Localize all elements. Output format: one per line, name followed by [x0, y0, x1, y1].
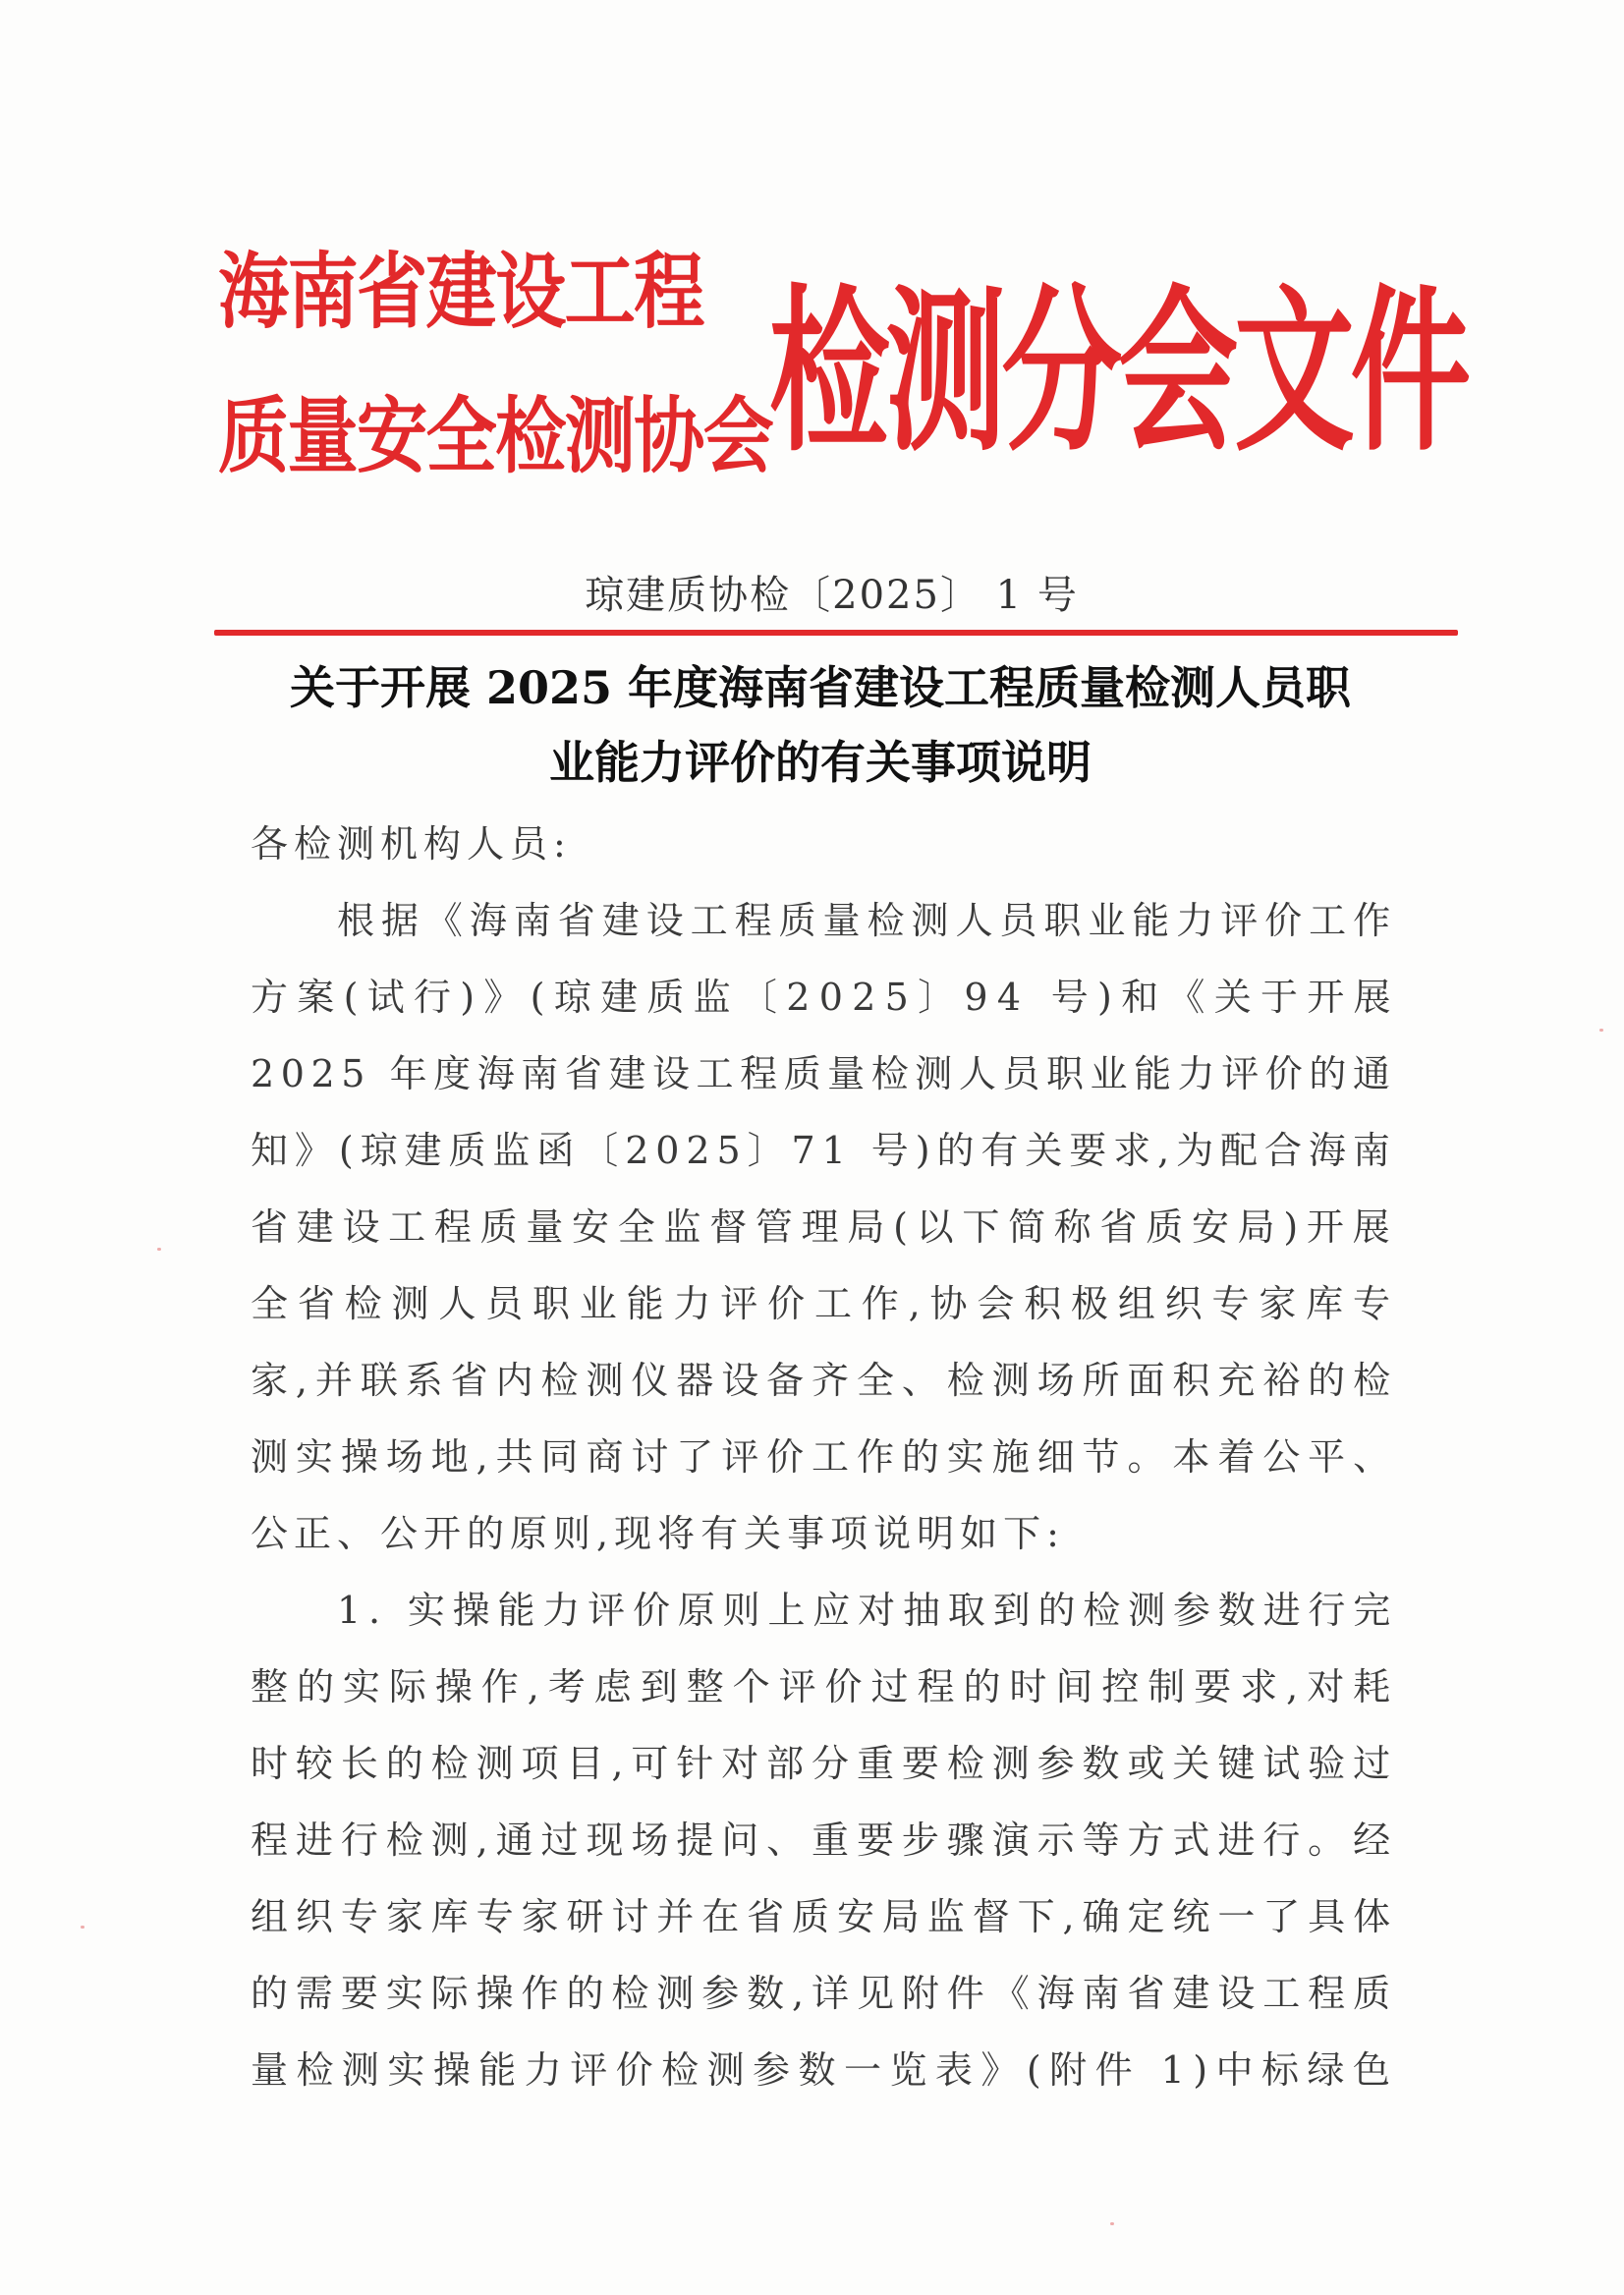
- document-number: 琼建质协检〔2025〕 1 号: [585, 573, 1079, 618]
- body-line: [251, 1036, 1397, 1112]
- body-line: [251, 1342, 1399, 1419]
- body-line: [251, 1112, 1397, 1189]
- body-line-text: 全省检测人员职业能力评价工作,协会积极组织专家库专: [251, 1282, 1400, 1325]
- body-line: [251, 1878, 1399, 1955]
- body-line: [251, 1419, 1399, 1495]
- body-line: [251, 1649, 1400, 1725]
- body-line: [251, 1495, 1390, 1572]
- body-line-text: 根据《海南省建设工程质量检测人员职业能力评价工作: [337, 899, 1398, 942]
- letterhead-org-name: [218, 244, 773, 484]
- salutation: 各检测机构人员:: [251, 822, 572, 866]
- body-line-text: 知》(琼建质监函〔2025〕71 号)的有关要求,为配合海南: [251, 1129, 1397, 1172]
- body-line-text: 2025 年度海南省建设工程质量检测人员职业能力评价的通: [251, 1052, 1397, 1095]
- body-line: [251, 1955, 1399, 2032]
- org-name-line-2: 质量安全检测协会: [218, 388, 773, 484]
- body-line: [251, 1265, 1400, 1342]
- body-line-text: 1. 实操能力评价原则上应对抽取到的检测参数进行完: [337, 1589, 1399, 1632]
- scan-speck: [1110, 2222, 1114, 2225]
- body-line: [251, 1189, 1399, 1265]
- scan-speck: [1599, 1029, 1603, 1032]
- body-line-text: 组织专家库专家研讨并在省质安局监督下,确定统一了具体: [251, 1895, 1399, 1938]
- body-line: [251, 959, 1400, 1036]
- org-name-line-1: 海南省建设工程: [218, 244, 703, 340]
- body-line-text: 程进行检测,通过现场提问、重要步骤演示等方式进行。经: [251, 1819, 1399, 1862]
- body-line: [251, 1725, 1399, 1802]
- document-body: [251, 806, 1400, 2108]
- letterhead-doc-type: 检测分会文件: [769, 270, 1467, 476]
- body-line: [251, 2032, 1399, 2108]
- scan-speck: [157, 1248, 161, 1251]
- body-line-text: 量检测实操能力评价检测参数一览表》(附件 1)中标绿色: [251, 2048, 1399, 2092]
- title-line-1: 关于开展 2025 年度海南省建设工程质量检测人员职: [289, 661, 1352, 714]
- body-line-text: 家,并联系省内检测仪器设备齐全、检测场所面积充裕的检: [251, 1359, 1399, 1402]
- scan-speck: [81, 1926, 84, 1929]
- document-title: [236, 650, 1405, 800]
- body-line: [251, 882, 1398, 959]
- body-line-text: 时较长的检测项目,可针对部分重要检测参数或关键试验过: [251, 1742, 1399, 1785]
- body-line-text: 的需要实际操作的检测参数,详见附件《海南省建设工程质: [251, 1972, 1399, 2015]
- body-line-text: 公正、公开的原则,现将有关事项说明如下:: [251, 1512, 1065, 1555]
- body-line: [251, 1802, 1399, 1878]
- body-line-text: 整的实际操作,考虑到整个评价过程的时间控制要求,对耗: [251, 1665, 1400, 1708]
- body-line: [251, 1572, 1399, 1649]
- body-line-text: 省建设工程质量安全监督管理局(以下简称省质安局)开展: [251, 1205, 1399, 1249]
- body-line-text: 测实操场地,共同商讨了评价工作的实施细节。本着公平、: [251, 1435, 1399, 1479]
- body-line-text: 方案(试行)》(琼建质监〔2025〕94 号)和《关于开展: [251, 976, 1400, 1019]
- red-divider: [214, 630, 1458, 636]
- title-line-2: 业能力评价的有关事项说明: [549, 736, 1092, 789]
